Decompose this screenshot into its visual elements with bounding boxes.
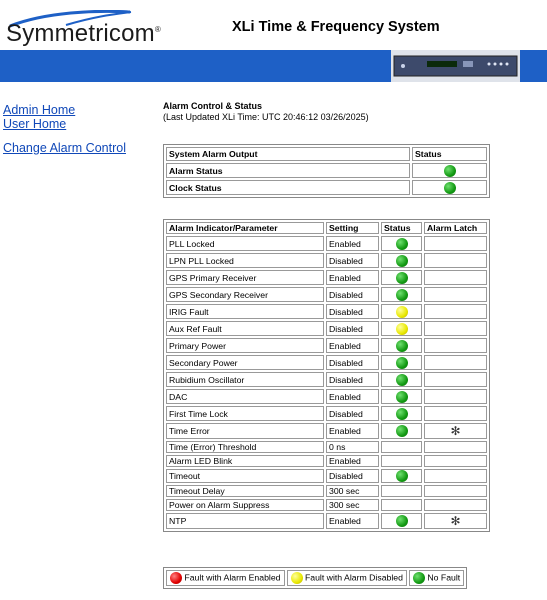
green-status-icon: [396, 408, 408, 420]
logo-text: Symmetricom®: [6, 20, 161, 47]
change-alarm-control-link[interactable]: Change Alarm Control: [3, 141, 126, 155]
indicator-parameter: IRIG Fault: [166, 304, 324, 319]
indicator-alarm-latch: [424, 287, 487, 302]
alarm-latch-icon: ✻: [450, 514, 461, 528]
green-status-icon: [444, 165, 456, 177]
system-alarm-row: [166, 163, 487, 178]
header: [0, 0, 547, 50]
indicator-status: [381, 455, 422, 467]
indicator-alarm-latch: [424, 355, 487, 370]
indicator-setting: Disabled: [326, 304, 379, 319]
indicator-status: [381, 423, 422, 439]
legend-table: [163, 567, 467, 589]
indicator-setting: Disabled: [326, 253, 379, 268]
green-status-icon: [396, 272, 408, 284]
indicator-parameter: Primary Power: [166, 338, 324, 353]
legend-row: [166, 570, 464, 586]
indicator-parameter: GPS Primary Receiver: [166, 270, 324, 285]
green-status-icon: [396, 289, 408, 301]
alarm-control-title: Alarm Control & Status: [163, 101, 263, 111]
user-home-link[interactable]: User Home: [3, 117, 67, 131]
indicator-row: [166, 372, 487, 387]
indicator-alarm-latch: [424, 499, 487, 511]
indicator-alarm-latch: [424, 469, 487, 483]
indicator-setting: Disabled: [326, 469, 379, 483]
indicator-status: [381, 389, 422, 404]
indicator-status: [381, 253, 422, 268]
app-title: XLi Time & Frequency System: [232, 19, 440, 35]
system-alarm-header-row: [166, 147, 487, 161]
legend-label: No Fault: [427, 572, 461, 583]
green-status-icon: [396, 340, 408, 352]
indicator-status: [381, 485, 422, 497]
indicator-setting: Enabled: [326, 389, 379, 404]
indicator-parameter: DAC: [166, 389, 324, 404]
col-parameter: Alarm Indicator/Parameter: [166, 222, 324, 234]
col-setting: Setting: [326, 222, 379, 234]
indicator-row: [166, 304, 487, 319]
indicator-status: [381, 372, 422, 387]
green-status-icon: [396, 357, 408, 369]
system-alarm-label: Clock Status: [166, 180, 410, 195]
indicator-row: [166, 455, 487, 467]
indicator-parameter: Aux Ref Fault: [166, 321, 324, 336]
indicator-setting: Enabled: [326, 423, 379, 439]
indicator-row: [166, 321, 487, 336]
legend-item-red: [166, 570, 285, 586]
indicator-alarm-latch: [424, 389, 487, 404]
indicator-alarm-latch: [424, 253, 487, 268]
indicator-setting: Disabled: [326, 355, 379, 370]
indicator-setting: Disabled: [326, 406, 379, 421]
indicator-row: [166, 287, 487, 302]
indicator-parameter: Rubidium Oscillator: [166, 372, 324, 387]
indicator-parameter: First Time Lock: [166, 406, 324, 421]
legend-label: Fault with Alarm Enabled: [184, 572, 281, 583]
green-status-icon: [396, 470, 408, 482]
alarm-latch-icon: ✻: [450, 424, 461, 438]
indicator-status: [381, 321, 422, 336]
indicator-setting: Enabled: [326, 455, 379, 467]
indicator-setting: Disabled: [326, 321, 379, 336]
indicator-parameter: Power on Alarm Suppress: [166, 499, 324, 511]
green-status-icon: [444, 182, 456, 194]
indicator-setting: Enabled: [326, 513, 379, 529]
indicator-setting: 300 sec: [326, 499, 379, 511]
system-alarm-row: [166, 180, 487, 195]
yellow-status-icon: [291, 572, 303, 584]
indicator-parameter: GPS Secondary Receiver: [166, 287, 324, 302]
system-alarm-table: [163, 144, 490, 198]
indicator-setting: Enabled: [326, 338, 379, 353]
yellow-status-icon: [396, 306, 408, 318]
indicator-row: [166, 441, 487, 453]
indicator-status: [381, 406, 422, 421]
indicator-parameter: NTP: [166, 513, 324, 529]
yellow-status-icon: [396, 323, 408, 335]
system-alarm-status: [412, 180, 487, 195]
indicator-alarm-latch: [424, 304, 487, 319]
indicator-parameter: Timeout: [166, 469, 324, 483]
indicator-row: [166, 406, 487, 421]
indicator-row: [166, 469, 487, 483]
indicator-alarm-latch: [424, 270, 487, 285]
green-status-icon: [396, 391, 408, 403]
col-status: Status: [381, 222, 422, 234]
xli-device-image: [391, 50, 520, 82]
legend-item-green: [409, 570, 464, 586]
indicator-row: [166, 355, 487, 370]
green-status-icon: [396, 255, 408, 267]
indicator-alarm-latch: [424, 236, 487, 251]
indicator-alarm-latch: [424, 321, 487, 336]
indicator-row: [166, 499, 487, 511]
indicator-status: [381, 499, 422, 511]
admin-home-link[interactable]: Admin Home: [3, 103, 76, 117]
indicator-row: [166, 253, 487, 268]
indicator-row: [166, 338, 487, 353]
indicator-status: [381, 338, 422, 353]
indicator-row: [166, 485, 487, 497]
legend-label: Fault with Alarm Disabled: [304, 572, 403, 583]
green-status-icon: [396, 374, 408, 386]
indicator-setting: 300 sec: [326, 485, 379, 497]
indicator-alarm-latch: [424, 513, 487, 529]
indicator-parameter: PLL Locked: [166, 236, 324, 251]
indicator-setting: Enabled: [326, 270, 379, 285]
indicator-status: [381, 287, 422, 302]
indicator-parameter: Timeout Delay: [166, 485, 324, 497]
indicator-row: [166, 389, 487, 404]
indicator-status: [381, 469, 422, 483]
indicator-status: [381, 513, 422, 529]
indicator-alarm-latch: [424, 485, 487, 497]
col-alarm-latch: Alarm Latch: [424, 222, 487, 234]
indicator-alarm-latch: [424, 406, 487, 421]
indicator-setting: Disabled: [326, 287, 379, 302]
symmetricom-logo: [6, 10, 161, 48]
indicator-parameter: Time Error: [166, 423, 324, 439]
indicator-alarm-latch: [424, 455, 487, 467]
green-status-icon: [396, 425, 408, 437]
indicator-status: [381, 355, 422, 370]
indicator-row: [166, 236, 487, 251]
indicator-status: [381, 304, 422, 319]
alarm-indicator-table: [163, 219, 490, 532]
indicator-row: [166, 423, 487, 439]
indicator-parameter: LPN PLL Locked: [166, 253, 324, 268]
indicator-setting: Enabled: [326, 236, 379, 251]
indicator-parameter: Time (Error) Threshold: [166, 441, 324, 453]
indicator-alarm-latch: [424, 372, 487, 387]
system-alarm-status: [412, 163, 487, 178]
indicator-status: [381, 270, 422, 285]
indicator-parameter: Secondary Power: [166, 355, 324, 370]
indicator-parameter: Alarm LED Blink: [166, 455, 324, 467]
indicator-alarm-latch: [424, 338, 487, 353]
indicator-status: [381, 441, 422, 453]
indicator-header-row: [166, 222, 487, 234]
red-status-icon: [170, 572, 182, 584]
indicator-row: [166, 513, 487, 529]
last-updated-text: (Last Updated XLi Time: UTC 20:46:12 03/26/2025): [163, 112, 369, 122]
indicator-status: [381, 236, 422, 251]
indicator-alarm-latch: [424, 423, 487, 439]
col-status: Status: [412, 147, 487, 161]
green-status-icon: [396, 515, 408, 527]
indicator-setting: Disabled: [326, 372, 379, 387]
system-alarm-label: Alarm Status: [166, 163, 410, 178]
legend-item-yellow: [287, 570, 407, 586]
green-status-icon: [413, 572, 425, 584]
col-system-alarm-output: System Alarm Output: [166, 147, 410, 161]
indicator-setting: 0 ns: [326, 441, 379, 453]
indicator-row: [166, 270, 487, 285]
green-status-icon: [396, 238, 408, 250]
indicator-alarm-latch: [424, 441, 487, 453]
